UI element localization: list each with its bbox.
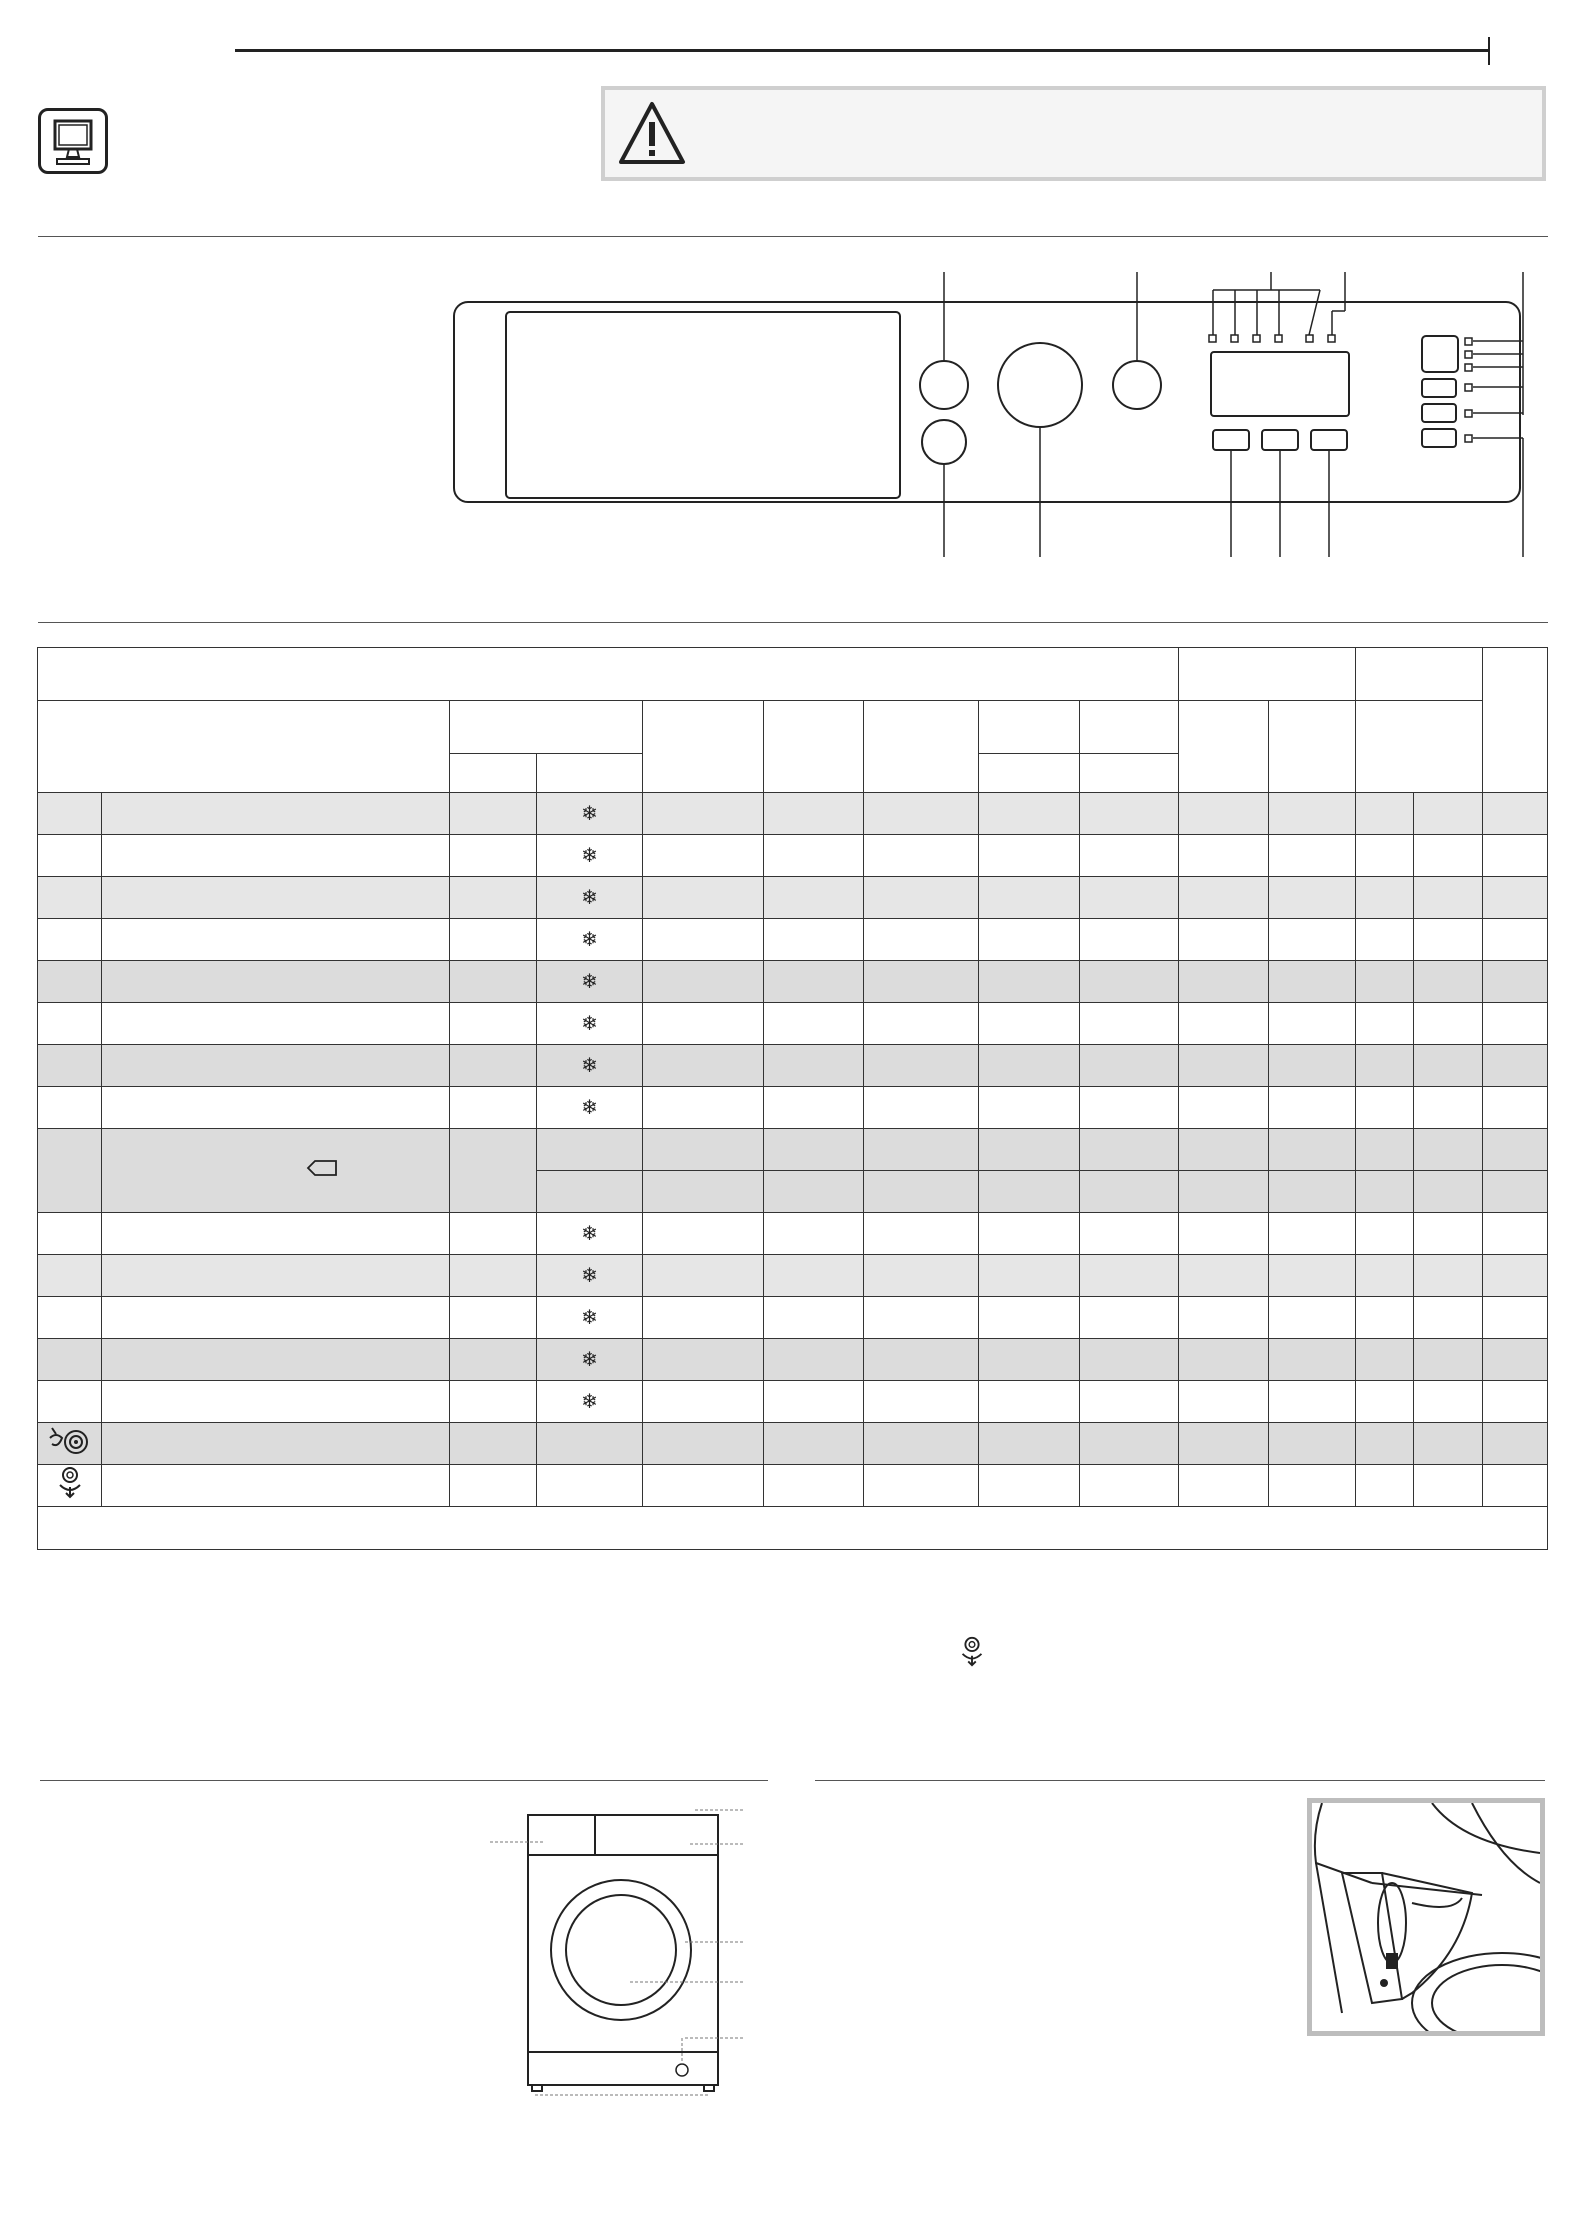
snowflake-icon: ❄ <box>581 1346 598 1371</box>
table-row <box>38 835 1548 877</box>
warning-triangle-icon <box>617 100 687 166</box>
snowflake-icon: ❄ <box>581 1262 598 1287</box>
rinse-spin-icon <box>46 1424 94 1458</box>
snowflake-icon: ❄ <box>581 1010 598 1035</box>
table-row <box>38 1381 1548 1423</box>
table-row <box>38 1087 1548 1129</box>
snowflake-icon: ❄ <box>581 1220 598 1245</box>
section-divider-2 <box>38 622 1548 623</box>
dispenser-figure <box>1307 1798 1545 2036</box>
control-panel-diagram <box>440 262 1540 562</box>
section-divider-1 <box>38 236 1548 237</box>
snowflake-icon: ❄ <box>581 1052 598 1077</box>
table-header-row <box>38 701 1548 754</box>
table-row <box>38 1045 1548 1087</box>
snowflake-icon: ❄ <box>581 926 598 951</box>
table-row <box>38 1213 1548 1255</box>
table-row <box>38 1339 1548 1381</box>
snowflake-icon: ❄ <box>581 842 598 867</box>
section-divider-right <box>815 1780 1545 1781</box>
detergent-tag-icon <box>306 1158 338 1178</box>
spin-drain-icon <box>955 1634 989 1670</box>
section-divider-left <box>40 1780 768 1781</box>
snowflake-icon: ❄ <box>581 1304 598 1329</box>
table-row <box>38 1129 1548 1171</box>
snowflake-icon: ❄ <box>581 884 598 909</box>
program-table <box>37 647 1548 1550</box>
table-row <box>38 961 1548 1003</box>
table-footer-row <box>38 1507 1548 1550</box>
snowflake-icon: ❄ <box>581 1388 598 1413</box>
table-row <box>38 1297 1548 1339</box>
table-row <box>38 1423 1548 1465</box>
top-rule <box>235 49 1489 52</box>
warning-box <box>601 86 1546 181</box>
computer-monitor-icon <box>38 108 108 174</box>
spin-drain-icon <box>52 1465 88 1501</box>
snowflake-icon: ❄ <box>581 968 598 993</box>
snowflake-icon: ❄ <box>581 800 598 825</box>
table-row <box>38 1465 1548 1507</box>
table-row <box>38 877 1548 919</box>
table-header-row <box>38 648 1548 701</box>
snowflake-icon: ❄ <box>581 1094 598 1119</box>
table-row <box>38 1255 1548 1297</box>
top-rule-tick <box>1488 37 1490 65</box>
table-row <box>38 793 1548 835</box>
table-row <box>38 1003 1548 1045</box>
table-row <box>38 919 1548 961</box>
washing-machine-diagram <box>490 1800 750 2100</box>
